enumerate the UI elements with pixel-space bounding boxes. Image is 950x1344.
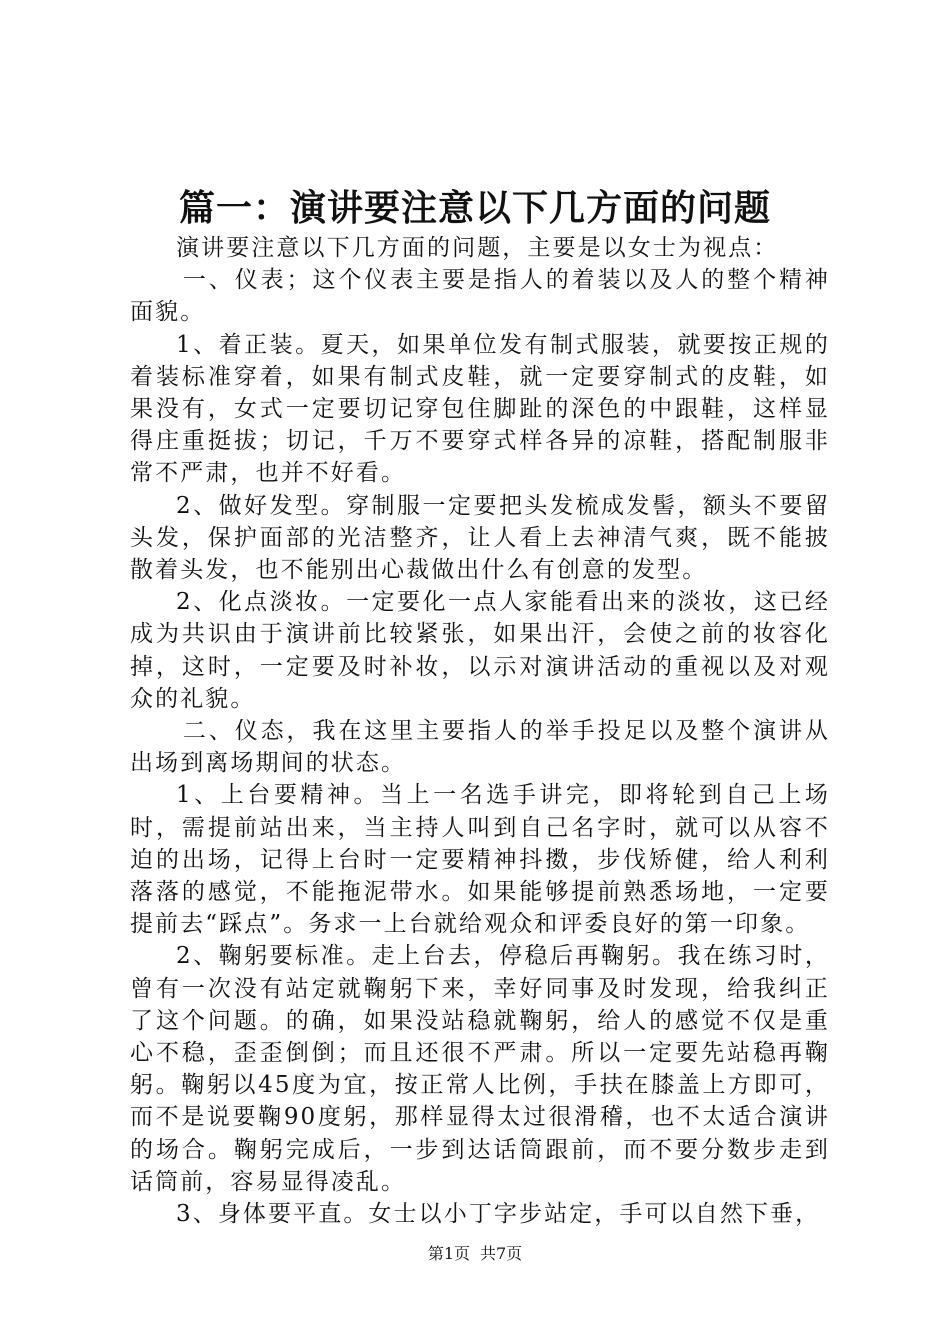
paragraph-section-manner: 二、仪态，我在这里主要指人的举手投足以及整个演讲从出场到离场期间的状态。 [130, 718, 830, 777]
paragraph-posture: 3、身体要平直。女士以小丁字步站定，手可以自然下垂， [176, 1201, 821, 1228]
paragraph-stage-entry: 1、上台要精神。当上一名选手讲完，即将轮到自己上场时，需提前站出来，当主持人叫到自己名字时，就可以从容不迫的出场，记得上台时一定要精神抖擞，步伐矫健，给人利利落落的感觉，不能拖泥带水。如果能够提前熟悉场地，一定要提前去“踩点”。务求一上台就给观众和评委良好的第一印象。 [130, 782, 830, 938]
document-title: 篇一：演讲要注意以下几方面的问题 [178, 187, 771, 229]
paragraph-formal-wear: 1、着正装。夏天，如果单位发有制式服装，就要按正规的着装标准穿着，如果有制式皮鞋，就一定要穿制式的皮鞋，如果没有，女式一定要切记穿包住脚趾的深色的中跟鞋，这样显得庄重挺拔；切记，千万不要穿式样各异的凉鞋，搭配制服非常不严肃，也并不好看。 [130, 331, 830, 487]
paragraph-bow: 2、鞠躬要标准。走上台去，停稳后再鞠躬。我在练习时，曾有一次没有站定就鞠躬下来，幸好同事及时发现，给我纠正了这个问题。的确，如果没站稳就鞠躬，给人的感觉不仅是重心不稳，歪歪倒倒；而且还很不严肃。所以一定要先站稳再鞠躬。鞠躬以45度为宜，按正常人比例，手扶在膝盖上方即可，而不是说要鞠90度躬，那样显得太过很滑稽，也不太适合演讲的场合。鞠躬完成后，一步到达话筒跟前，而不要分数步走到话筒前，容易显得凌乱。 [130, 943, 830, 1195]
total-pages: 共7页 [480, 1244, 523, 1263]
paragraph-section-appearance: 一、仪表；这个仪表主要是指人的着装以及人的整个精神面貌。 [130, 267, 830, 326]
page-footer [0, 1244, 950, 1264]
paragraph-makeup: 2、化点淡妆。一定要化一点人家能看出来的淡妆，这已经成为共识由于演讲前比较紧张，如果出汗，会使之前的妆容化掉，这时，一定要及时补妆，以示对演讲活动的重视以及对观众的礼貌。 [130, 589, 830, 712]
paragraph-intro: 演讲要注意以下几方面的问题，主要是以女士为视点： [176, 235, 779, 261]
page-number: 第1页 [427, 1244, 470, 1263]
paragraph-hairstyle: 2、做好发型。穿制服一定要把头发梳成发髻，额头不要留头发，保护面部的光洁整齐，让人看上去神清气爽，既不能披散着头发，也不能别出心裁做出什么有创意的发型。 [130, 492, 830, 584]
document-body [130, 232, 830, 1230]
